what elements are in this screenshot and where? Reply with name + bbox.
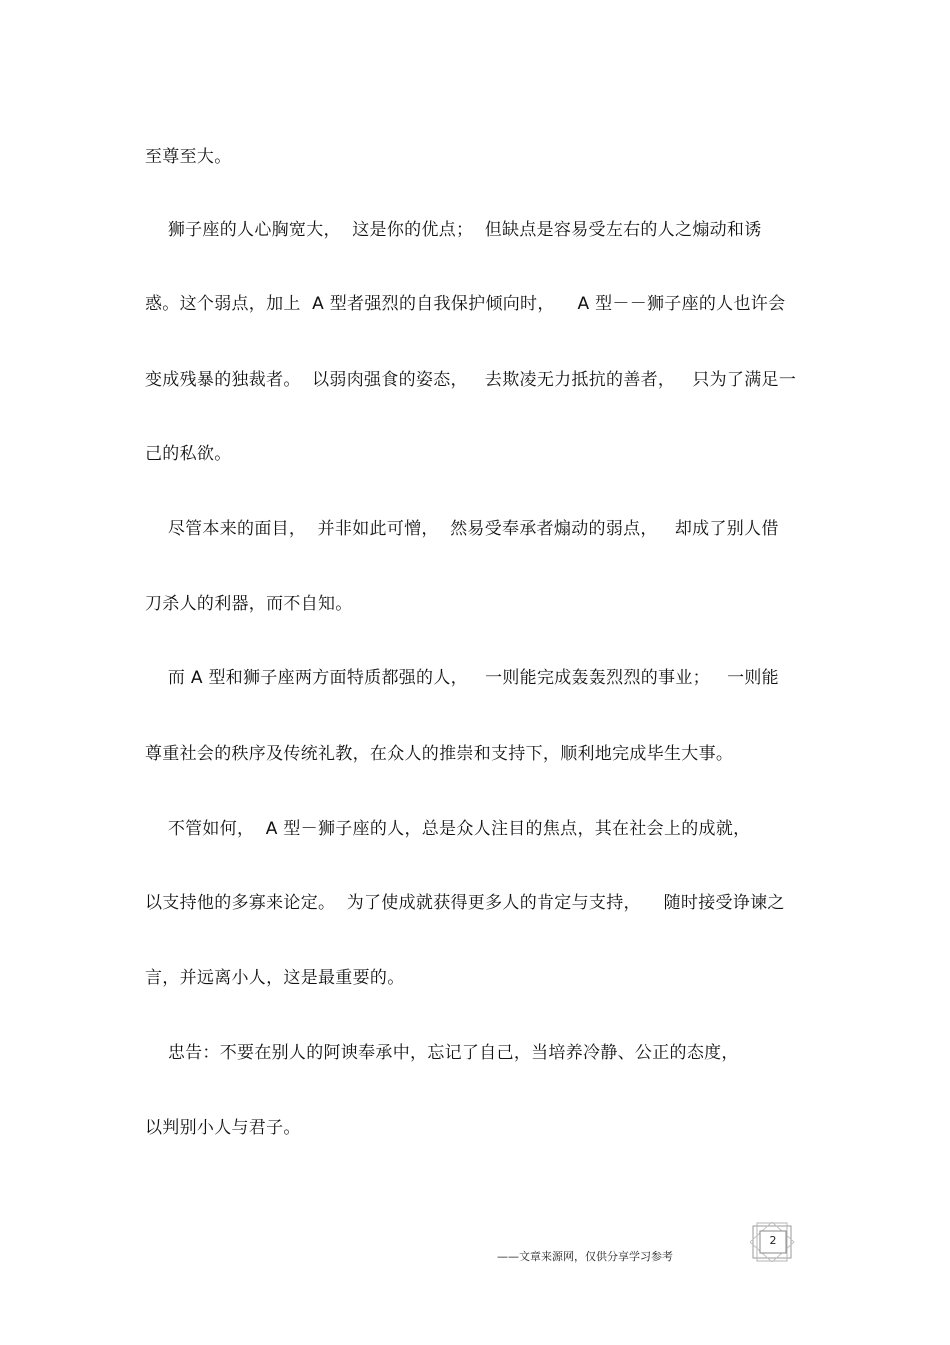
text-line: 尽管本来的面目， 并非如此可憎， 然易受奉承者煽动的弱点， 却成了别人借 (145, 519, 779, 539)
text-line: 惑。这个弱点，加上 A 型者强烈的自我保护倾向时， A 型－－狮子座的人也许会 (145, 294, 786, 314)
text-line: 以支持他的多寡来论定。 为了使成就获得更多人的肯定与支持， 随时接受诤谏之 (145, 893, 785, 913)
text-line: 以判别小人与君子。 (145, 1118, 301, 1138)
footer-source-note: ——文章来源网，仅供分享学习参考 (497, 1250, 673, 1263)
text-line: 忠告：不要在别人的阿谀奉承中，忘记了自己，当培养冷静、公正的态度， (145, 1043, 739, 1063)
text-line: 狮子座的人心胸宽大， 这是你的优点； 但缺点是容易受左右的人之煽动和诱 (145, 220, 762, 240)
text-line: 至尊至大。 (145, 147, 232, 167)
text-line: 变成残暴的独裁者。 以弱肉强食的姿态， 去欺凌无力抵抗的善者， 只为了满足一 (145, 370, 797, 390)
page-number: 2 (769, 1234, 777, 1247)
text-line: 不管如何， A 型－狮子座的人，总是众人注目的焦点，其在社会上的成就， (145, 819, 751, 839)
text-line: 己的私欲。 (145, 444, 232, 464)
text-line: 尊重社会的秩序及传统礼教，在众人的推崇和支持下，顺利地完成毕生大事。 (145, 744, 734, 764)
page-number-badge (750, 1222, 796, 1262)
text-line: 而 A 型和狮子座两方面特质都强的人， 一则能完成轰轰烈烈的事业； 一则能 (145, 668, 779, 688)
text-line: 刀杀人的利器，而不自知。 (145, 594, 353, 614)
text-line: 言，并远离小人，这是最重要的。 (145, 968, 405, 988)
